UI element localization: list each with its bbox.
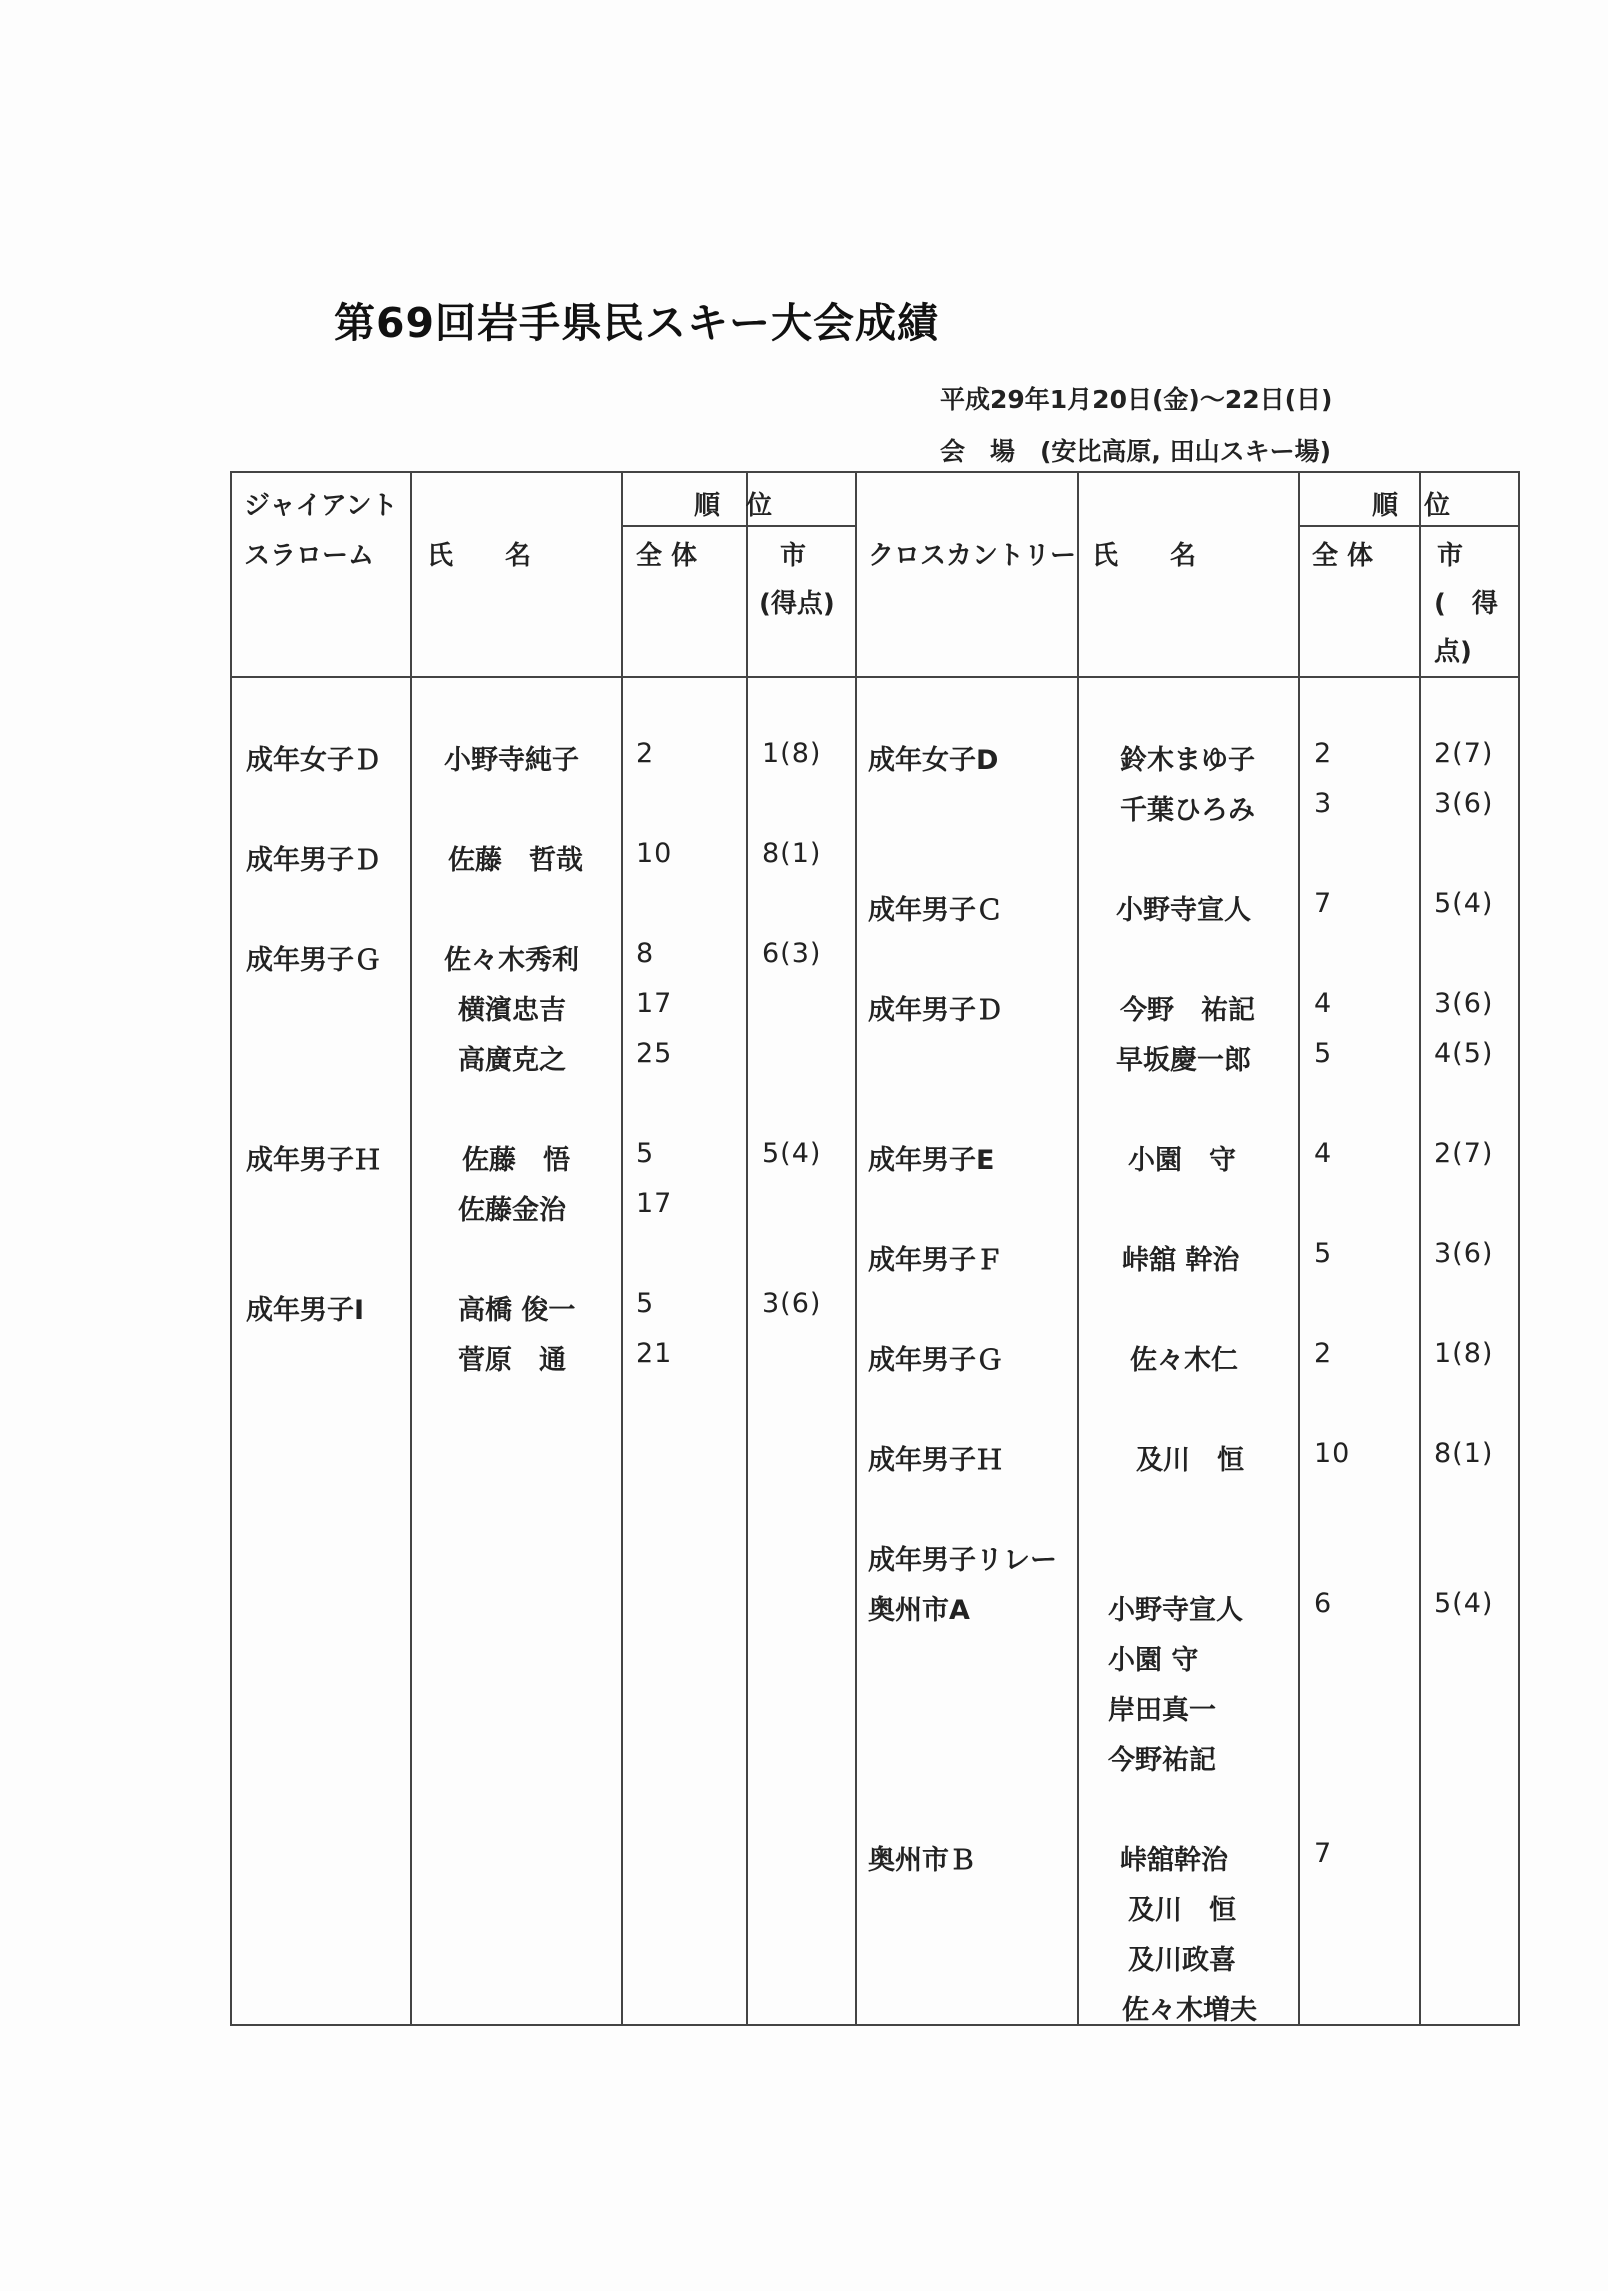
xc-category: 成年男子Ｇ: [868, 1345, 1003, 1376]
header-gs-name: 氏 名: [427, 541, 532, 571]
xc-name: 早坂慶一郎: [1116, 1045, 1251, 1076]
column-divider: [855, 473, 857, 2024]
xc-overall-rank: 3: [1314, 788, 1333, 819]
xc-city-rank: 2(7): [1434, 738, 1494, 769]
page-title: 第69回岩手県民スキー大会成績: [334, 299, 940, 347]
event-date: 平成29年1月20日(金)〜22日(日): [940, 385, 1333, 414]
column-divider: [1419, 473, 1421, 2024]
xc-name: 及川 恒: [1128, 1895, 1236, 1926]
xc-name: 今野 祐記: [1120, 995, 1255, 1026]
column-divider: [410, 473, 412, 2024]
header-xc-points-close: 点): [1434, 637, 1472, 667]
gs-overall-rank: 5: [636, 1138, 655, 1169]
xc-category: 成年女子D: [868, 745, 999, 776]
gs-name: 佐藤 哲哉: [448, 845, 583, 876]
xc-category: 成年男子Ｃ: [868, 895, 1003, 926]
gs-overall-rank: 5: [636, 1288, 655, 1319]
header-xc-overall: 全 体: [1312, 541, 1374, 571]
gs-category: 成年男子Ｇ: [246, 945, 381, 976]
xc-category: 成年男子Ｆ: [868, 1245, 1003, 1276]
gs-overall-rank: 21: [636, 1338, 673, 1369]
gs-name: 佐藤 悟: [462, 1145, 570, 1176]
column-divider: [1298, 473, 1300, 2024]
xc-name: 小園 守: [1108, 1645, 1199, 1676]
xc-name: 鈴木まゆ子: [1120, 745, 1255, 776]
header-xc-rank: 順 位: [1372, 491, 1451, 521]
gs-city-rank: 8(1): [762, 838, 822, 869]
xc-city-rank: 5(4): [1434, 1588, 1494, 1619]
gs-overall-rank: 2: [636, 738, 655, 769]
gs-overall-rank: 17: [636, 1188, 673, 1219]
xc-overall-rank: 2: [1314, 1338, 1333, 1369]
column-divider: [621, 473, 623, 2024]
xc-overall-rank: 7: [1314, 1838, 1333, 1869]
xc-name: 峠舘 幹治: [1122, 1245, 1240, 1276]
event-venue: 会 場 (安比高原, 田山スキー場): [940, 437, 1332, 466]
xc-name: 佐々木増夫: [1122, 1995, 1257, 2026]
gs-category: 成年女子Ｄ: [246, 745, 381, 776]
xc-name: 千葉ひろみ: [1120, 795, 1255, 826]
header-gs-event-line2: スラローム: [244, 541, 375, 571]
xc-category: 成年男子Ｄ: [868, 995, 1003, 1026]
xc-category: 奥州市A: [868, 1595, 970, 1626]
gs-name: 佐藤金治: [458, 1195, 566, 1226]
gs-category: 成年男子Ｈ: [246, 1145, 381, 1176]
xc-category: 成年男子E: [868, 1145, 995, 1176]
xc-overall-rank: 10: [1314, 1438, 1351, 1469]
xc-overall-rank: 6: [1314, 1588, 1333, 1619]
xc-overall-rank: 5: [1314, 1038, 1333, 1069]
header-gs-overall: 全 体: [636, 541, 698, 571]
gs-category: 成年男子Ｄ: [246, 845, 381, 876]
header-xc-city: 市: [1437, 541, 1464, 571]
gs-name: 佐々木秀利: [444, 945, 579, 976]
rank-header-rule: [1298, 525, 1520, 527]
gs-name: 小野寺純子: [444, 745, 579, 776]
gs-name: 高橋 俊一: [458, 1295, 576, 1326]
xc-city-rank: 5(4): [1434, 888, 1494, 919]
xc-overall-rank: 4: [1314, 988, 1333, 1019]
gs-name: 高廣克之: [458, 1045, 566, 1076]
gs-overall-rank: 8: [636, 938, 655, 969]
header-xc-points-open: ( 得: [1434, 589, 1498, 619]
gs-name: 横濱忠吉: [458, 995, 566, 1026]
header-gs-city: 市: [780, 541, 807, 571]
gs-city-rank: 1(8): [762, 738, 822, 769]
xc-name: 小野寺宣人: [1108, 1595, 1243, 1626]
xc-city-rank: 3(6): [1434, 788, 1494, 819]
header-xc-name: 氏 名: [1092, 541, 1197, 571]
header-gs-rank: 順 位: [694, 491, 773, 521]
xc-city-rank: 3(6): [1434, 1238, 1494, 1269]
xc-overall-rank: 7: [1314, 888, 1333, 919]
gs-overall-rank: 10: [636, 838, 673, 869]
xc-city-rank: 2(7): [1434, 1138, 1494, 1169]
gs-overall-rank: 17: [636, 988, 673, 1019]
xc-name: 今野祐記: [1108, 1745, 1216, 1776]
xc-category: 奥州市Ｂ: [868, 1845, 976, 1876]
gs-city-rank: 6(3): [762, 938, 822, 969]
gs-city-rank: 3(6): [762, 1288, 822, 1319]
xc-name: 及川政喜: [1128, 1945, 1236, 1976]
rank-header-rule: [621, 525, 857, 527]
header-gs-points: (得点): [759, 589, 835, 619]
xc-name: 及川 恒: [1136, 1445, 1244, 1476]
xc-city-rank: 4(5): [1434, 1038, 1494, 1069]
xc-city-rank: 8(1): [1434, 1438, 1494, 1469]
xc-overall-rank: 2: [1314, 738, 1333, 769]
gs-name: 菅原 通: [458, 1345, 566, 1376]
xc-city-rank: 1(8): [1434, 1338, 1494, 1369]
xc-city-rank: 3(6): [1434, 988, 1494, 1019]
xc-name: 佐々木仁: [1130, 1345, 1238, 1376]
header-bottom-rule: [232, 676, 1518, 678]
xc-overall-rank: 5: [1314, 1238, 1333, 1269]
xc-name: 小園 守: [1128, 1145, 1236, 1176]
xc-name: 峠舘幹治: [1120, 1845, 1228, 1876]
header-xc-event: クロスカントリー: [868, 541, 1077, 571]
xc-name: 小野寺宣人: [1116, 895, 1251, 926]
header-gs-event-line1: ジャイアント: [244, 491, 398, 521]
xc-category: 成年男子リレー: [868, 1545, 1057, 1576]
gs-city-rank: 5(4): [762, 1138, 822, 1169]
column-divider: [746, 473, 748, 2024]
gs-overall-rank: 25: [636, 1038, 673, 1069]
xc-name: 岸田真一: [1108, 1695, 1216, 1726]
results-table: [230, 471, 1520, 2026]
gs-category: 成年男子I: [246, 1295, 365, 1326]
column-divider: [1077, 473, 1079, 2024]
xc-overall-rank: 4: [1314, 1138, 1333, 1169]
xc-category: 成年男子Ｈ: [868, 1445, 1003, 1476]
